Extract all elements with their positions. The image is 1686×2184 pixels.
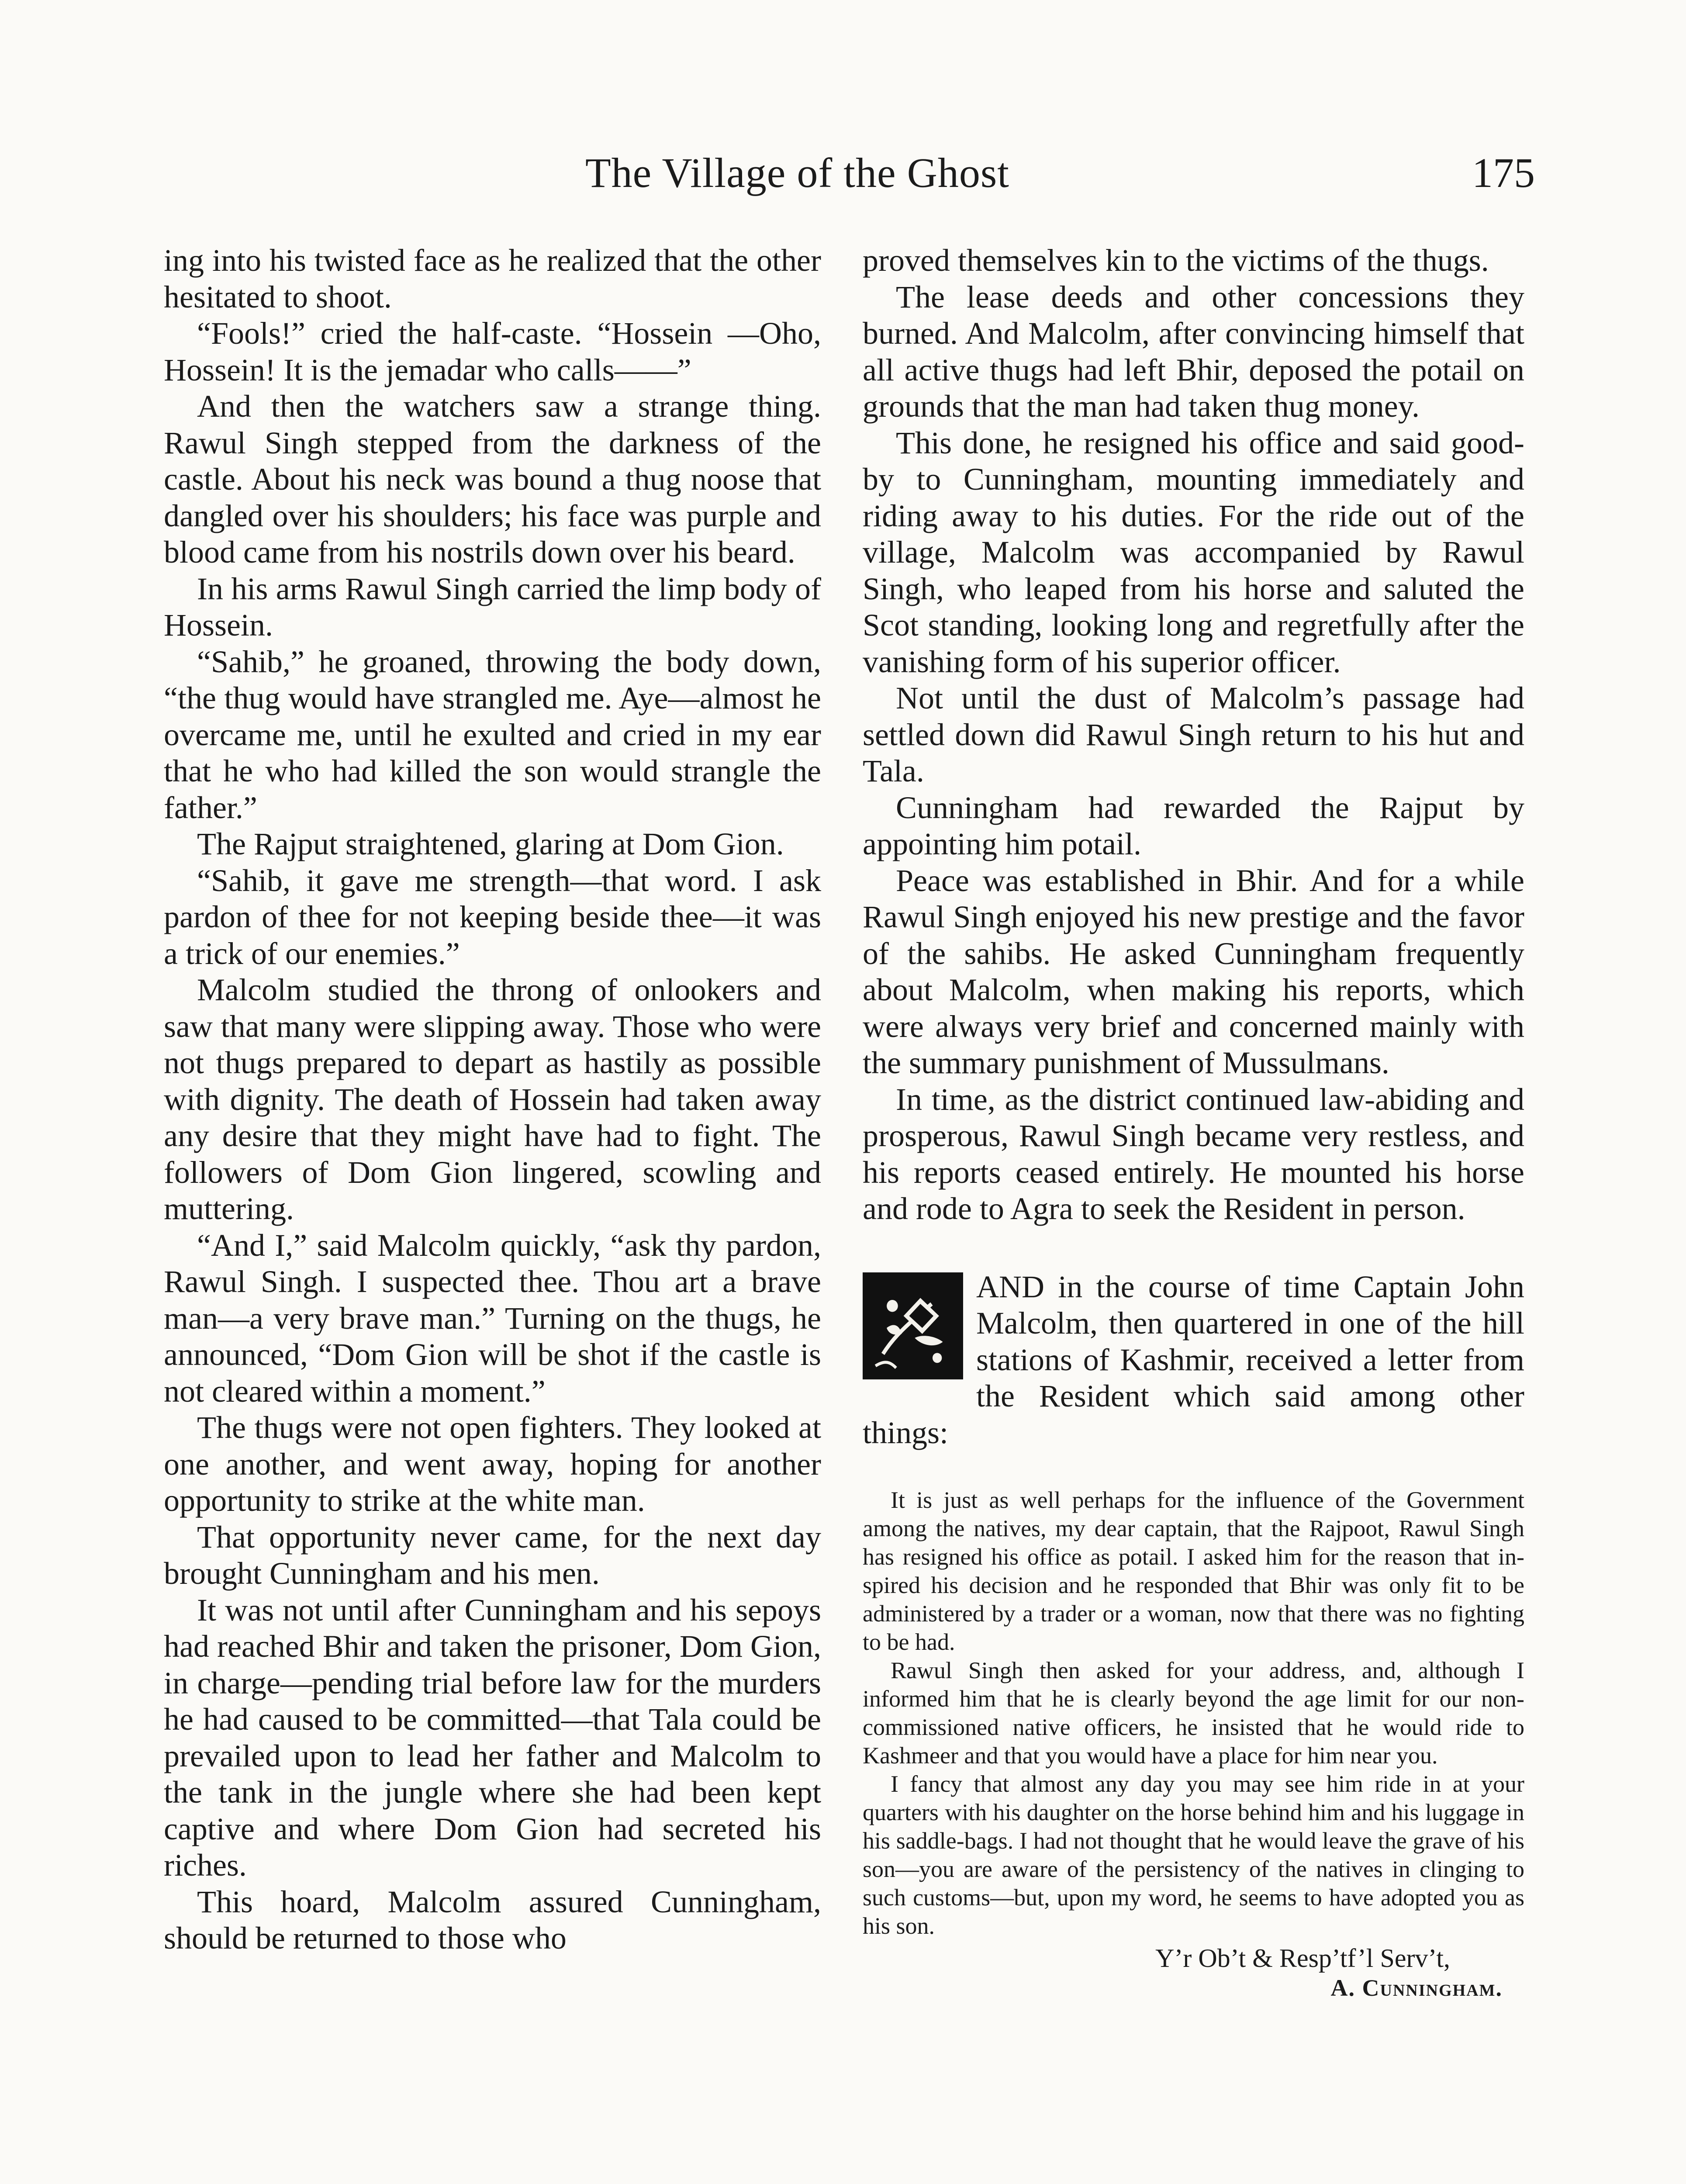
left-column [164, 242, 821, 1957]
letter-paragraph: I fancy that almost any day you may see him ride in at your quarters with his daughter on the horse behind him and his luggage in his saddle-bags. I had not thought that he would leave the grave of his son—you are aware of the persistency of the natives in clinging to such customs—but, upon my word, he seems to have adopted you as his son. [863, 1771, 1524, 1939]
paragraph: The thugs were not open fighters. They looked at one another, and went away, hoping for another opportunity to strike at the white man. [164, 1410, 821, 1518]
paragraph: Peace was established in Bhir. And for a while Rawul Singh enjoyed his new prestige and the favor of the sahibs. He asked Cunningham frequently about Malcolm, when making his reports, which were always very brief and concerned mainly with the summary punishment of Mussulmans. [863, 863, 1524, 1080]
paragraph: ing into his twisted face as he realized that the other hesitated to shoot. [164, 243, 821, 314]
letter-paragraph: Rawul Singh then asked for your address, and, although I informed him that he is clearly beyond the age limit for our non-commissioned native officers, he insisted that he would ride to Kashmeer and that you would have a place for him near you. [863, 1657, 1524, 1769]
right-column [863, 242, 1524, 2002]
page-number: 175 [1472, 149, 1535, 196]
paragraph: Cunningham had rewarded the Rajput by appointing him potail. [863, 790, 1524, 861]
quoted-letter [863, 1486, 1524, 2002]
paragraph: Not until the dust of Malcolm’s passage had settled down did Rawul Singh return to his hut and Tala. [863, 681, 1524, 788]
paragraph: “Sahib, it gave me strength—that word. I ask pardon of thee for not keeping beside thee—it was a trick of our enemies.” [164, 863, 821, 971]
paragraph: And then the watchers saw a strange thing. Rawul Singh stepped from the darkness of the castle. About his neck was bound a thug noose that dangled over his shoulders; his face was purple and blood came from his nostrils down over his beard. [164, 389, 821, 570]
paragraph: “Sahib,” he groaned, throwing the body down, “the thug would have strangled me. Aye—almost he overcame me, until he exulted and cried in my ear that he who had killed the son would strangle the father.” [164, 644, 821, 825]
paragraph: proved themselves kin to the victims of the thugs. [863, 243, 1489, 278]
paragraph: In his arms Rawul Singh carried the limp body of Hossein. [164, 571, 821, 643]
letter-signoff: Y’r Ob’t & Resp’tf’l Serv’t, [1155, 1944, 1450, 1973]
paragraph: The Rajput straightened, glaring at Dom Gion. [197, 826, 784, 861]
running-title: The Village of the Ghost [585, 149, 1009, 196]
letter-signature: A. Cunningham. [1330, 1975, 1503, 2001]
paragraph: This hoard, Malcolm assured Cunningham, should be returned to those who [164, 1884, 821, 1956]
paragraph: In time, as the district continued law-abiding and prosperous, Rawul Singh became very restless, and his reports ceased entirely. He mounted his horse and rode to Agra to seek the Resident in person. [863, 1082, 1524, 1226]
paragraph: This done, he resigned his office and said good-by to Cunningham, mounting immediately and riding away to his duties. For the ride out of the village, Malcolm was accompanied by Rawul Singh, who leaped from his horse and saluted the Scot standing, looking long and regretfully after the vanishing form of his superior officer. [863, 425, 1524, 679]
letter-paragraph: It is just as well perhaps for the influence of the Government among the natives, my dear captain, that the Rajpoot, Rawul Singh has resigned his office as potail. I asked him for the reason that inspired his decision and he responded that Bhir was only fit to be administered by a trader or a woman, now that there was no fighting to be had. [863, 1487, 1524, 1655]
paragraph: The lease deeds and other concessions they burned. And Malcolm, after convincing himself that all active thugs had left Bhir, deposed the potail on grounds that the man had taken thug money. [863, 279, 1524, 424]
section-opening: AND in the course of time Captain John Malcolm, then quartered in one of the hill stations of Kashmir, received a letter from the Resident which said among other things: [863, 1269, 1524, 1450]
paragraph: It was not until after Cunningham and his sepoys had reached Bhir and taken the prisoner, Dom Gion, in charge—pending trial before law for the murders he had caused to be committed—that Tala could be prevailed upon to lead her father and Malcolm to the tank in the jungle where she had been kept captive and where Dom Gion had secreted his riches. [164, 1592, 821, 1883]
paragraph: Malcolm studied the throng of onlookers and saw that many were slipping away. Those who were not thugs prepared to depart as hastily as possible with dignity. The death of Hossein had taken away any desire that they might have had to fight. The followers of Dom Gion lingered, scowling and muttering. [164, 972, 821, 1226]
paragraph: “And I,” said Malcolm quickly, “ask thy pardon, Rawul Singh. I suspected thee. Thou art a brave man—a very brave man.” Turning on the thugs, he announced, “Dom Gion will be shot if the castle is not cleared within a moment.” [164, 1227, 821, 1409]
ornamental-floral-icon [863, 1272, 963, 1379]
paragraph: “Fools!” cried the half-caste. “Hossein —Oho, Hossein! It is the jemadar who calls——” [164, 316, 821, 387]
paragraph: That opportunity never came, for the next day brought Cunningham and his men. [164, 1519, 821, 1591]
section-break [863, 1269, 1524, 1451]
